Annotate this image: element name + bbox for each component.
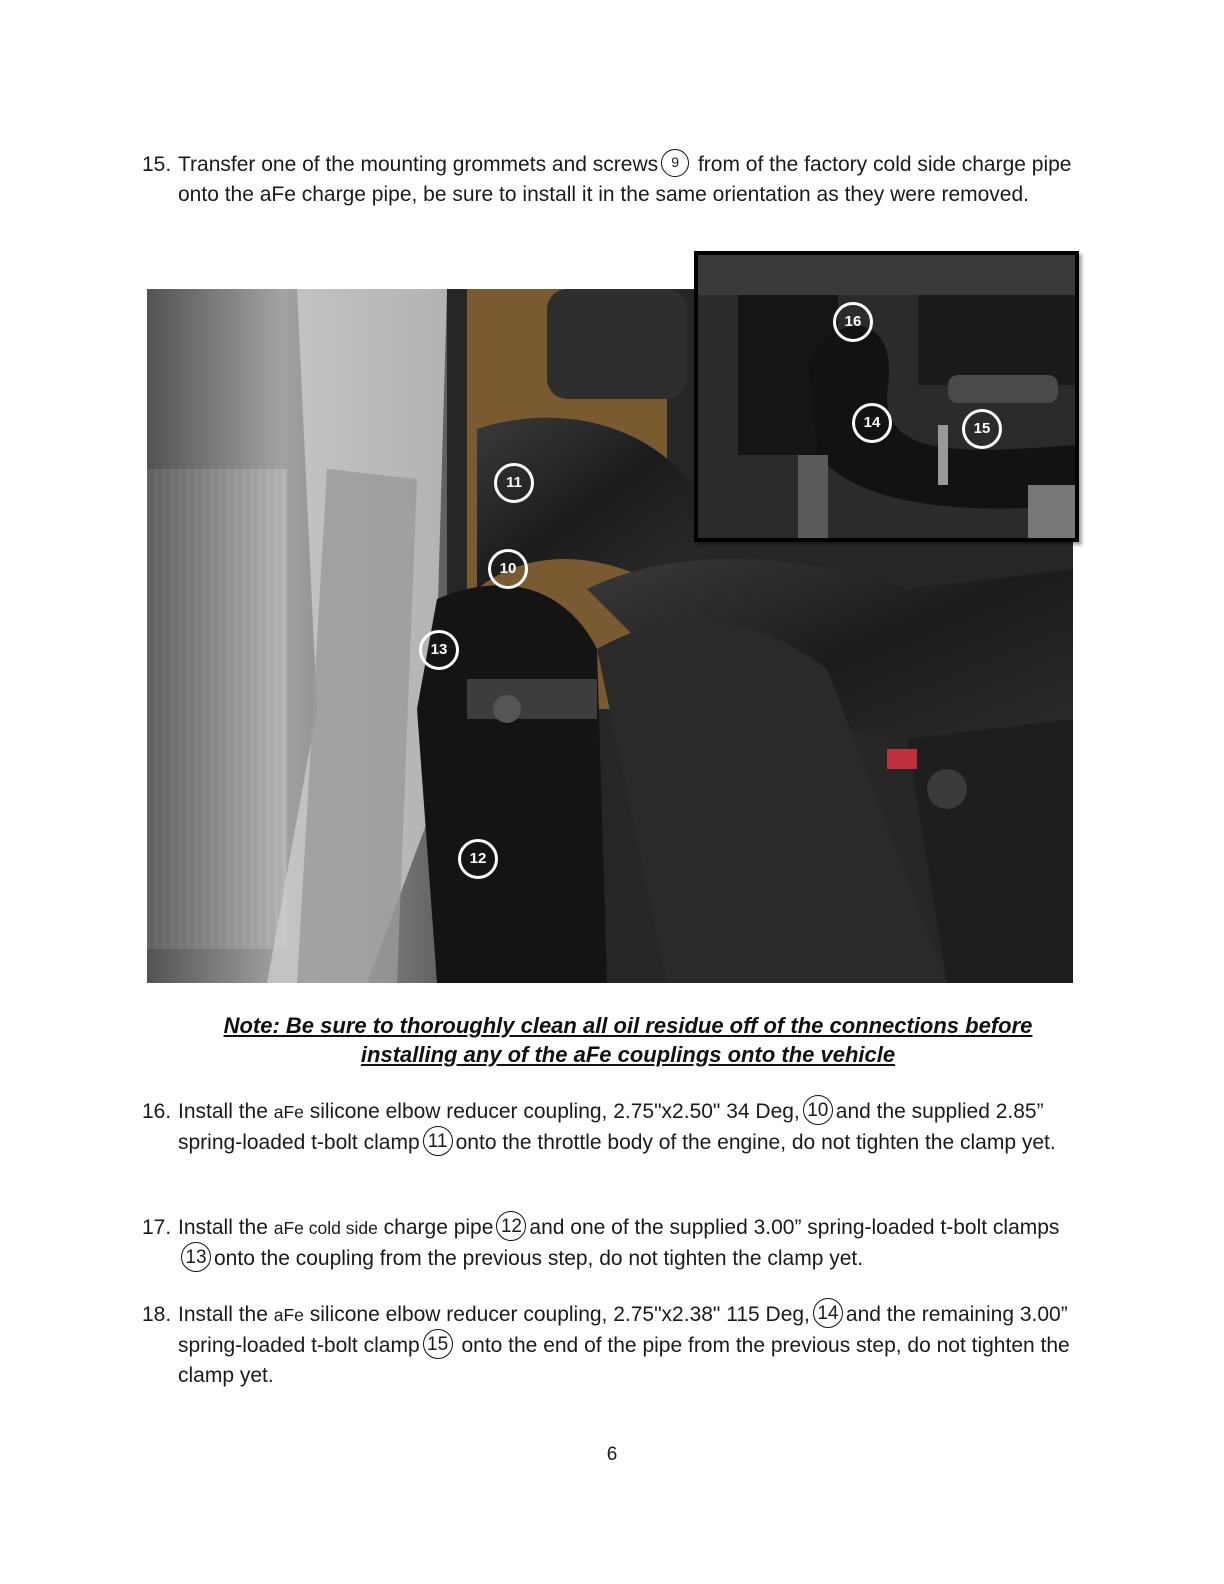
callout-15: 15 [423, 1329, 453, 1359]
callout-14: 14 [813, 1298, 843, 1328]
brand-name: aFe [273, 1102, 304, 1122]
step-16 [142, 1097, 1072, 1158]
inset-photo [694, 251, 1079, 542]
step-text: Install the [178, 1303, 274, 1326]
step-number: 18. [142, 1303, 172, 1326]
step-text: onto the throttle body of the engine, do not tighten the clamp yet. [455, 1130, 1056, 1154]
page-number: 6 [606, 1444, 618, 1465]
callout-13: 13 [419, 630, 459, 670]
step-18 [142, 1300, 1072, 1390]
step-17 [142, 1213, 1072, 1274]
step-text: Install the [178, 1100, 274, 1123]
step-text: and the remaining 3.00” spring-loaded t-bolt clamp [178, 1303, 1068, 1357]
callout-12: 12 [458, 839, 498, 879]
step-text: from of the factory cold side charge pipe onto the aFe charge pipe, be sure to install it in the same orientation as they were removed. [178, 153, 1072, 206]
step-text: silicone elbow reducer coupling, 2.75"x2.38" 115 Deg, [303, 1303, 810, 1326]
callout-13: 13 [181, 1242, 211, 1272]
step-text: and one of the supplied 3.00” spring-loaded t-bolt clamps [529, 1216, 1060, 1239]
step-text: Install the [178, 1216, 274, 1239]
callout-14: 14 [852, 403, 892, 443]
brand-name: aFe [273, 1305, 304, 1325]
step-text: Transfer one of the mounting grommets and screws [178, 153, 659, 176]
callout-10: 10 [803, 1095, 833, 1125]
callout-16: 16 [833, 302, 873, 342]
step-number: 17. [142, 1216, 172, 1239]
callout-9: 9 [661, 149, 689, 177]
callout-15: 15 [962, 409, 1002, 449]
step-text: onto the coupling from the previous step, do not tighten the clamp yet. [214, 1246, 864, 1270]
step-text: and the supplied 2.85” spring-loaded t-bolt clamp [178, 1100, 1044, 1154]
brand-phrase: aFe cold side [273, 1218, 378, 1238]
step-text: charge pipe [377, 1216, 494, 1239]
step-15 [142, 150, 1072, 209]
step-number: 16. [142, 1100, 172, 1123]
note: Note: Be sure to thoroughly clean all oil residue off of the connections before installing any of the aFe couplings onto the vehicle [223, 1013, 1033, 1067]
step-text: silicone elbow reducer coupling, 2.75"x2.50" 34 Deg, [303, 1100, 800, 1123]
callout-12: 12 [496, 1211, 526, 1241]
callout-11: 11 [494, 463, 534, 503]
step-number: 15. [142, 153, 172, 176]
step-text: onto the end of the pipe from the previous step, do not tighten the clamp yet. [178, 1333, 1070, 1387]
inset-photo-drawing [698, 255, 1075, 538]
callout-11: 11 [423, 1126, 453, 1156]
callout-10: 10 [488, 549, 528, 589]
